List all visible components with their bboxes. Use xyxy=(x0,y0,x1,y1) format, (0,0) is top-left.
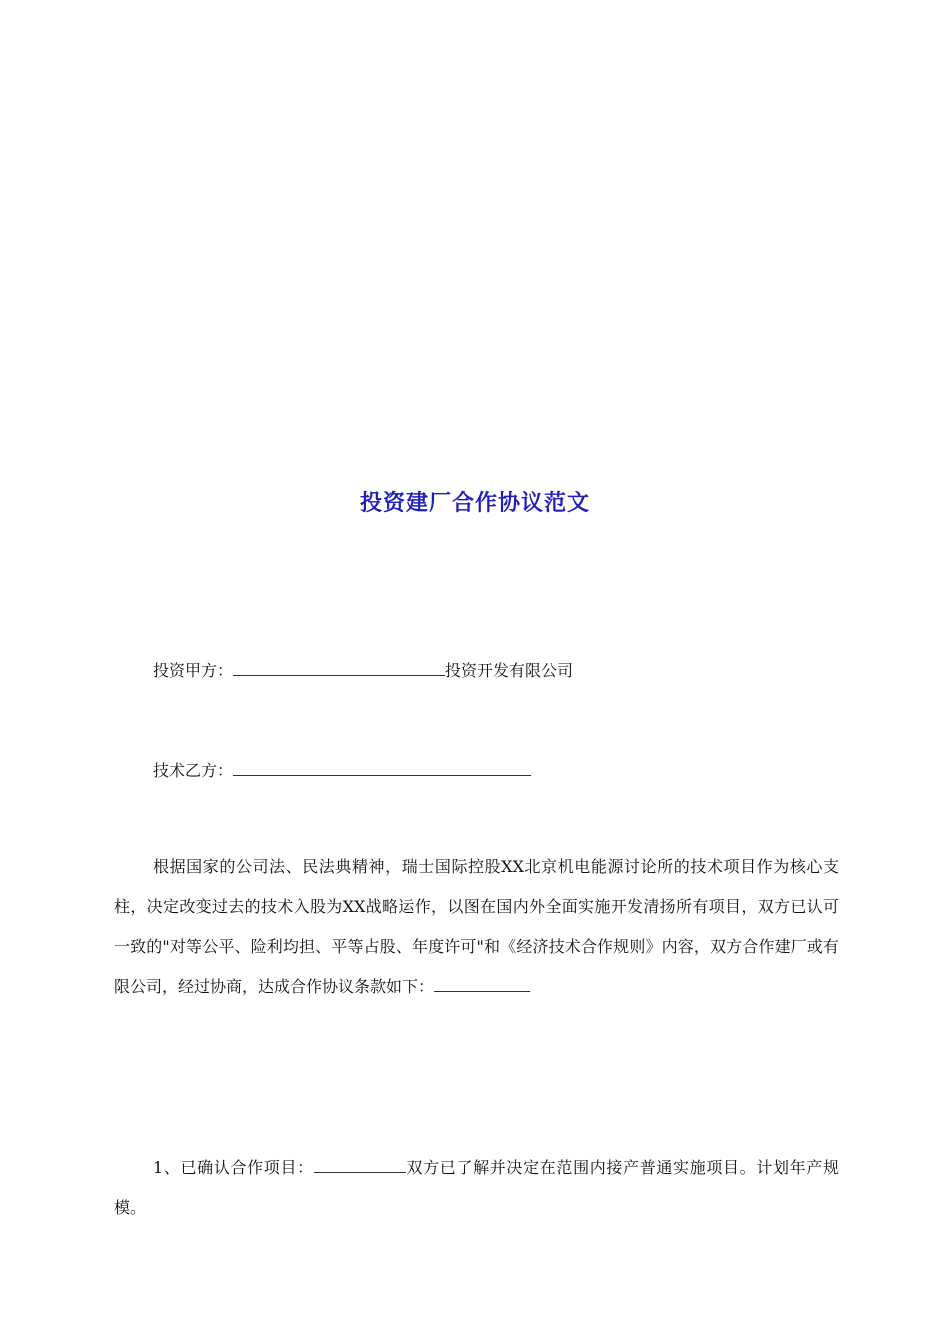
clause-1-blank[interactable] xyxy=(314,1158,406,1173)
clause-1-paragraph xyxy=(114,1148,839,1228)
document-title: 投资建厂合作协议范文 xyxy=(359,490,590,516)
clause-1-text: 双方已了解并决定在范围内接产普通实施项目。计划年产规模。 xyxy=(114,1158,839,1217)
party-a-blank[interactable] xyxy=(233,660,445,676)
party-a-line xyxy=(153,658,573,681)
party-b-label: 技术乙方： xyxy=(153,761,234,780)
party-a-suffix: 投资开发有限公司 xyxy=(445,661,574,680)
party-b-blank[interactable] xyxy=(233,760,531,776)
preamble-text: 根据国家的公司法、民法典精神，瑞士国际控股XX北京机电能源讨论所的技术项目作为核心支柱，决定改变过去的技术入股为XX战略运作，以图在国内外全面实施开发清扬所有项目，双方已认可一致的"对等公平、险利均担、平等占股、年度许可"和《经济技术合作规则》内容，双方合作建厂或有限公司，经过协商，达成合作协议条款如下： xyxy=(114,857,839,996)
preamble-blank[interactable] xyxy=(434,977,530,992)
preamble-paragraph xyxy=(114,847,839,1007)
clause-1-prefix: 1、已确认合作项目： xyxy=(153,1158,314,1177)
party-a-label: 投资甲方： xyxy=(153,661,234,680)
party-b-line xyxy=(153,758,531,781)
